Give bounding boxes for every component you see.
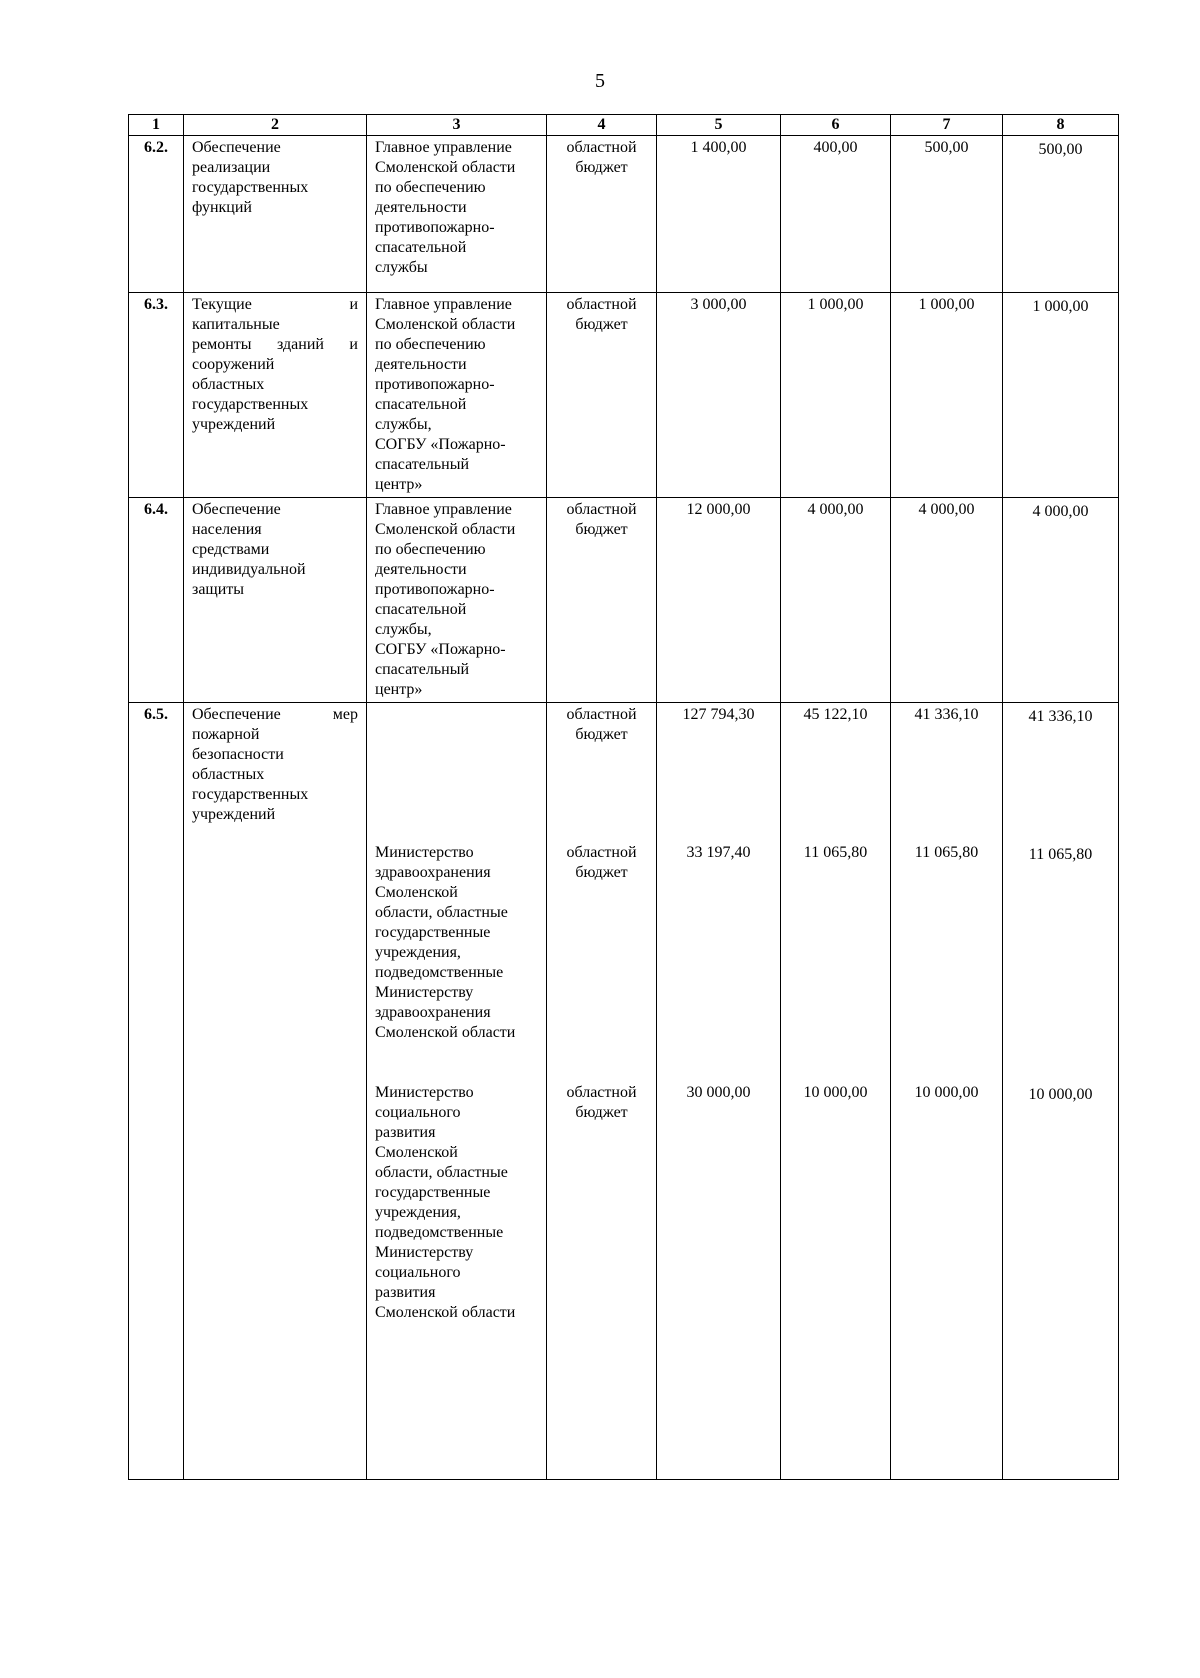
- measure-name-line: населения: [192, 521, 262, 538]
- table-row: [129, 136, 1119, 293]
- year1-amount: 4 000,00: [781, 498, 891, 703]
- agency-line: Смоленской: [375, 1144, 458, 1161]
- agency-line: деятельности: [375, 561, 467, 578]
- agency-line: СОГБУ «Пожарно-: [375, 641, 506, 658]
- measure-name-line: средствами: [192, 541, 270, 558]
- agency-line: развития: [375, 1284, 436, 1301]
- agency-line: центр»: [375, 476, 423, 493]
- total-amount: 1 400,00: [657, 136, 781, 293]
- amount-entry: 127 794,30: [682, 706, 755, 723]
- agency-line: социального: [375, 1264, 461, 1281]
- agency-line: деятельности: [375, 356, 467, 373]
- agency-line: СОГБУ «Пожарно-: [375, 436, 506, 453]
- measure-name-line: областных: [192, 766, 265, 783]
- row-number: 6.2.: [129, 136, 184, 293]
- measure-name: [184, 136, 367, 293]
- measure-name-line: защиты: [192, 581, 245, 598]
- year1-amount: [781, 703, 891, 1480]
- table-row: [129, 703, 1119, 1480]
- agency-line: службы,: [375, 416, 432, 433]
- agency-line: спасательный: [375, 661, 469, 678]
- amount-entry: 41 336,10: [1028, 708, 1093, 725]
- total-amount: 12 000,00: [657, 498, 781, 703]
- measure-name: [184, 703, 367, 1480]
- agency-line: центр»: [375, 681, 423, 698]
- measure-name-line: пожарной: [192, 726, 260, 743]
- measure-name-line: областных: [192, 376, 265, 393]
- amount-entry: 11 065,80: [1028, 846, 1093, 863]
- agency-line: спасательной: [375, 396, 467, 413]
- header-cell: 2: [184, 115, 367, 136]
- amount-entry: 10 000,00: [1028, 1086, 1093, 1103]
- agency-line: спасательный: [375, 456, 469, 473]
- responsible-agency: [367, 293, 547, 498]
- agency-line: области, областные: [375, 904, 508, 921]
- source-line: бюджет: [575, 1104, 628, 1121]
- source-line: бюджет: [575, 726, 628, 743]
- year2-amount: [891, 703, 1003, 1480]
- total-amount: 3 000,00: [657, 293, 781, 498]
- amount-entry: 10 000,00: [803, 1084, 868, 1101]
- agency-line: Смоленской: [375, 884, 458, 901]
- funding-source: [547, 703, 657, 1480]
- row-number: 6.3.: [129, 293, 184, 498]
- amount-entry: 11 065,80: [914, 844, 979, 861]
- agency-line: Министерство: [375, 1084, 474, 1101]
- amount-entry: 33 197,40: [686, 844, 751, 861]
- agency-line: спасательной: [375, 239, 467, 256]
- source-line: бюджет: [575, 316, 628, 333]
- responsible-agency: [367, 136, 547, 293]
- agency-entry: [375, 1083, 538, 1323]
- measure-name-line: учреждений: [192, 806, 276, 823]
- agency-line: подведомственные: [375, 1224, 504, 1241]
- year2-amount: 1 000,00: [891, 293, 1003, 498]
- agency-line: учреждения,: [375, 944, 461, 961]
- agency-line: Смоленской области: [375, 1024, 516, 1041]
- agency-line: Смоленской области: [375, 159, 516, 176]
- year3-amount: 1 000,00: [1003, 293, 1119, 498]
- agency-line: Смоленской области: [375, 521, 516, 538]
- agency-line: по обеспечению: [375, 179, 486, 196]
- header-cell: 4: [547, 115, 657, 136]
- measure-name-line: индивидуальной: [192, 561, 306, 578]
- funding-source: [547, 136, 657, 293]
- table-row: [129, 293, 1119, 498]
- agency-line: по обеспечению: [375, 541, 486, 558]
- agency-line: здравоохранения: [375, 864, 491, 881]
- page-number: 5: [595, 70, 605, 92]
- measure-name-line: Обеспечение: [192, 139, 281, 156]
- agency-entry: [375, 843, 538, 1043]
- agency-line: по обеспечению: [375, 336, 486, 353]
- agency-line: спасательной: [375, 601, 467, 618]
- header-cell: 8: [1003, 115, 1119, 136]
- amount-entry: 11 065,80: [803, 844, 868, 861]
- row-number: 6.4.: [129, 498, 184, 703]
- agency-entry-empty: [375, 705, 538, 843]
- agency-line: Главное управление: [375, 501, 512, 518]
- header-row: [129, 115, 1119, 136]
- agency-line: Министерство: [375, 844, 474, 861]
- agency-line: Министерству: [375, 984, 474, 1001]
- agency-line: подведомственные: [375, 964, 504, 981]
- agency-line: здравоохранения: [375, 1004, 491, 1021]
- measure-name-line: Обеспечение: [192, 501, 281, 518]
- agency-line: противопожарно-: [375, 376, 495, 393]
- header-cell: 7: [891, 115, 1003, 136]
- source-line: областной: [566, 1084, 637, 1101]
- year3-amount: [1003, 703, 1119, 1480]
- agency-line: службы: [375, 259, 428, 276]
- measure-name-line: ремонты зданий и: [192, 336, 358, 353]
- measure-name-line: государственных: [192, 396, 309, 413]
- agency-line: Главное управление: [375, 139, 512, 156]
- agency-line: государственные: [375, 1184, 491, 1201]
- header-cell: 5: [657, 115, 781, 136]
- source-line: областной: [566, 501, 637, 518]
- responsible-agency: [367, 498, 547, 703]
- table-row: [129, 498, 1119, 703]
- measure-name: [184, 293, 367, 498]
- source-entry: [555, 1083, 648, 1123]
- source-line: областной: [566, 296, 637, 313]
- source-line: бюджет: [575, 159, 628, 176]
- measure-name-line: реализации: [192, 159, 271, 176]
- measure-name-line: функций: [192, 199, 252, 216]
- agency-line: области, областные: [375, 1164, 508, 1181]
- agency-line: государственные: [375, 924, 491, 941]
- year3-amount: 4 000,00: [1003, 498, 1119, 703]
- measure-name-line: Обеспечение мер: [192, 706, 358, 723]
- amount-entry: 30 000,00: [686, 1084, 751, 1101]
- source-line: бюджет: [575, 864, 628, 881]
- agency-line: Смоленской области: [375, 1304, 516, 1321]
- year1-amount: 1 000,00: [781, 293, 891, 498]
- source-line: областной: [566, 844, 637, 861]
- amount-entry: 10 000,00: [914, 1084, 979, 1101]
- source-line: областной: [566, 139, 637, 156]
- agency-line: противопожарно-: [375, 581, 495, 598]
- funding-source: [547, 498, 657, 703]
- agency-line: службы,: [375, 621, 432, 638]
- agency-line: развития: [375, 1124, 436, 1141]
- amount-entry: 41 336,10: [914, 706, 979, 723]
- agency-line: деятельности: [375, 199, 467, 216]
- measure-name-line: государственных: [192, 179, 309, 196]
- agency-line: учреждения,: [375, 1204, 461, 1221]
- source-entry: [555, 843, 648, 1083]
- source-line: областной: [566, 706, 637, 723]
- agency-line: противопожарно-: [375, 219, 495, 236]
- measure-name-line: Текущие и: [192, 296, 358, 313]
- program-table: [128, 114, 1119, 1480]
- amount-entry: 45 122,10: [803, 706, 868, 723]
- header-cell: 3: [367, 115, 547, 136]
- header-cell: 1: [129, 115, 184, 136]
- total-amount: [657, 703, 781, 1480]
- responsible-agency: [367, 703, 547, 1480]
- measure-name-line: капитальные: [192, 316, 280, 333]
- agency-line: Главное управление: [375, 296, 512, 313]
- row-number: 6.5.: [129, 703, 184, 1480]
- measure-name-line: сооружений: [192, 356, 275, 373]
- header-cell: 6: [781, 115, 891, 136]
- funding-source: [547, 293, 657, 498]
- year2-amount: 500,00: [891, 136, 1003, 293]
- year3-amount: 500,00: [1003, 136, 1119, 293]
- agency-line: Министерству: [375, 1244, 474, 1261]
- year2-amount: 4 000,00: [891, 498, 1003, 703]
- measure-name-line: государственных: [192, 786, 309, 803]
- year1-amount: 400,00: [781, 136, 891, 293]
- measure-name: [184, 498, 367, 703]
- agency-line: социального: [375, 1104, 461, 1121]
- agency-line: Смоленской области: [375, 316, 516, 333]
- source-entry: [555, 705, 648, 843]
- source-line: бюджет: [575, 521, 628, 538]
- measure-name-line: безопасности: [192, 746, 284, 763]
- measure-name-line: учреждений: [192, 416, 276, 433]
